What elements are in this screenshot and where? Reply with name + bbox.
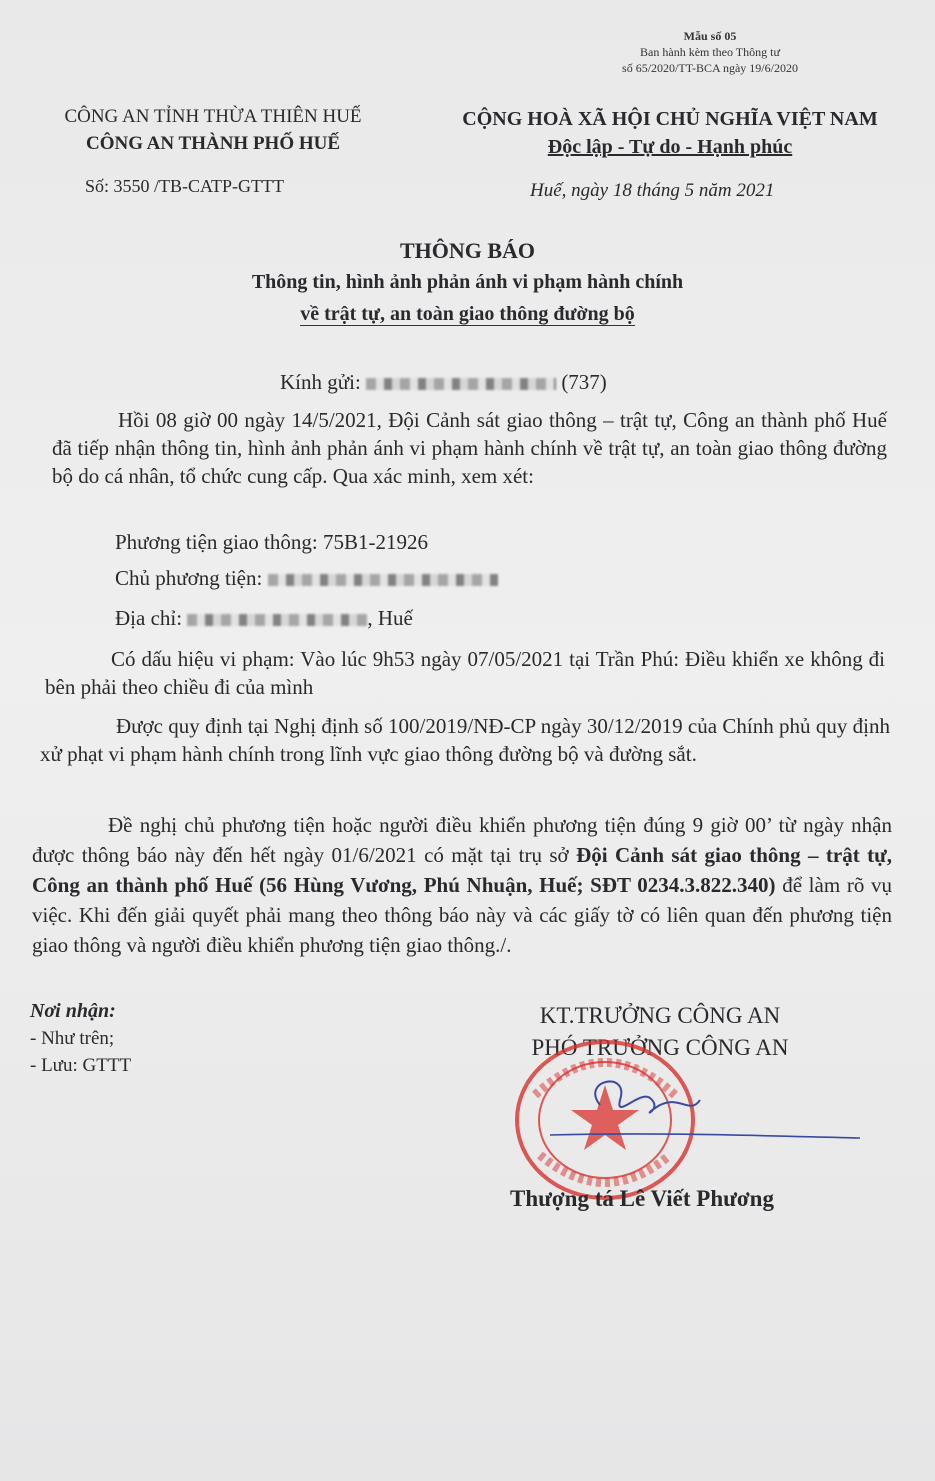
request-office: Đội Cảnh sát giao thông – trật tự, Công an thành phố Huế (56 Hùng Vương, Phú Nhuận, Huế; SĐT 0234.3.822.340) [32, 843, 892, 897]
owner-label: Chủ phương tiện: [115, 566, 263, 590]
address-line [115, 604, 413, 632]
notice-title [0, 236, 935, 330]
form-number: Mẫu số 05 [683, 29, 737, 43]
owner-line [115, 564, 498, 592]
recipient-label: Kính gửi: [280, 370, 361, 394]
signature-title1: KT.TRƯỞNG CÔNG AN [539, 1003, 781, 1028]
paragraph-request [32, 810, 892, 960]
recipients-block [30, 998, 131, 1079]
title-sub2: về trật tự, an toàn giao thông đường bộ [300, 303, 635, 325]
recipient-item-2: - Lưu: GTTT [30, 1055, 132, 1076]
signer-name: Thượng tá Lê Viết Phương [510, 1186, 774, 1211]
title-main: THÔNG BÁO [399, 238, 536, 263]
title-sub1: Thông tin, hình ảnh phản ánh vi phạm hành chính [251, 271, 684, 293]
signature-title2: PHÓ TRƯỞNG CÔNG AN [531, 1035, 789, 1060]
nation-motto: Độc lập - Tự do - Hạnh phúc [547, 136, 793, 158]
paragraph-regulation: Được quy định tại Nghị định số 100/2019/NĐ-CP ngày 30/12/2019 của Chính phủ quy định xử phạt vi phạm hành chính trong lĩnh vực giao thông đường bộ và đường sắt. [40, 714, 890, 766]
document-date: Huế, ngày 18 tháng 5 năm 2021 [530, 180, 775, 201]
nation-line1: CỘNG HOÀ XÃ HỘI CHỦ NGHĨA VIỆT NAM [462, 108, 878, 130]
agency-header [28, 103, 398, 157]
paragraph-intro: Hồi 08 giờ 00 ngày 14/5/2021, Đội Cảnh sát giao thông – trật tự, Công an thành phố Huế đã tiếp nhận thông tin, hình ảnh phản ánh vi phạm hành chính về trật tự, an toàn giao thông đường bộ do cá nhân, tổ chức cung cấp. Qua xác minh, xem xét: [52, 408, 887, 488]
address-suffix: , Huế [367, 606, 413, 630]
request-part1: Đề nghị chủ phương tiện hoặc người điều khiển phương tiện đúng 9 giờ 00’ từ ngày nhận được thông báo này đến hết ngày 01/6/2021 có mặt tại trụ sở [32, 813, 892, 867]
redacted-address [187, 614, 367, 626]
address-label: Địa chỉ: [115, 606, 183, 630]
vehicle-line: Phương tiện giao thông: 75B1-21926 [115, 530, 428, 554]
request-part2: để làm rõ vụ việc. Khi đến giải quyết phải mang theo thông báo này và các giấy tờ có liên quan đến phương tiện giao thông và người điều khiển phương tiện giao thông./. [32, 873, 892, 957]
form-note-line2: số 65/2020/TT-BCA ngày 19/6/2020 [622, 61, 798, 75]
document-number: Số: 3550 /TB-CATP-GTTT [85, 176, 285, 196]
form-note [580, 28, 840, 76]
handwritten-signature [540, 1060, 870, 1150]
recipients-heading: Nơi nhận: [30, 1000, 116, 1022]
recipient-suffix: (737) [561, 370, 607, 394]
agency-line1: CÔNG AN TỈNH THỪA THIÊN HUẾ [64, 106, 362, 127]
recipient-item-1: - Như trên; [30, 1028, 115, 1049]
redacted-owner [268, 574, 498, 586]
paragraph-violation: Có dấu hiệu vi phạm: Vào lúc 9h53 ngày 07/05/2021 tại Trần Phú: Điều khiển xe không đi bên phải theo chiều đi của mình [45, 647, 885, 699]
redacted-name [366, 378, 556, 390]
nation-header [420, 105, 920, 161]
recipient-line [280, 368, 607, 396]
form-note-line1: Ban hành kèm theo Thông tư [640, 45, 780, 59]
agency-line2: CÔNG AN THÀNH PHỐ HUẾ [85, 133, 341, 154]
